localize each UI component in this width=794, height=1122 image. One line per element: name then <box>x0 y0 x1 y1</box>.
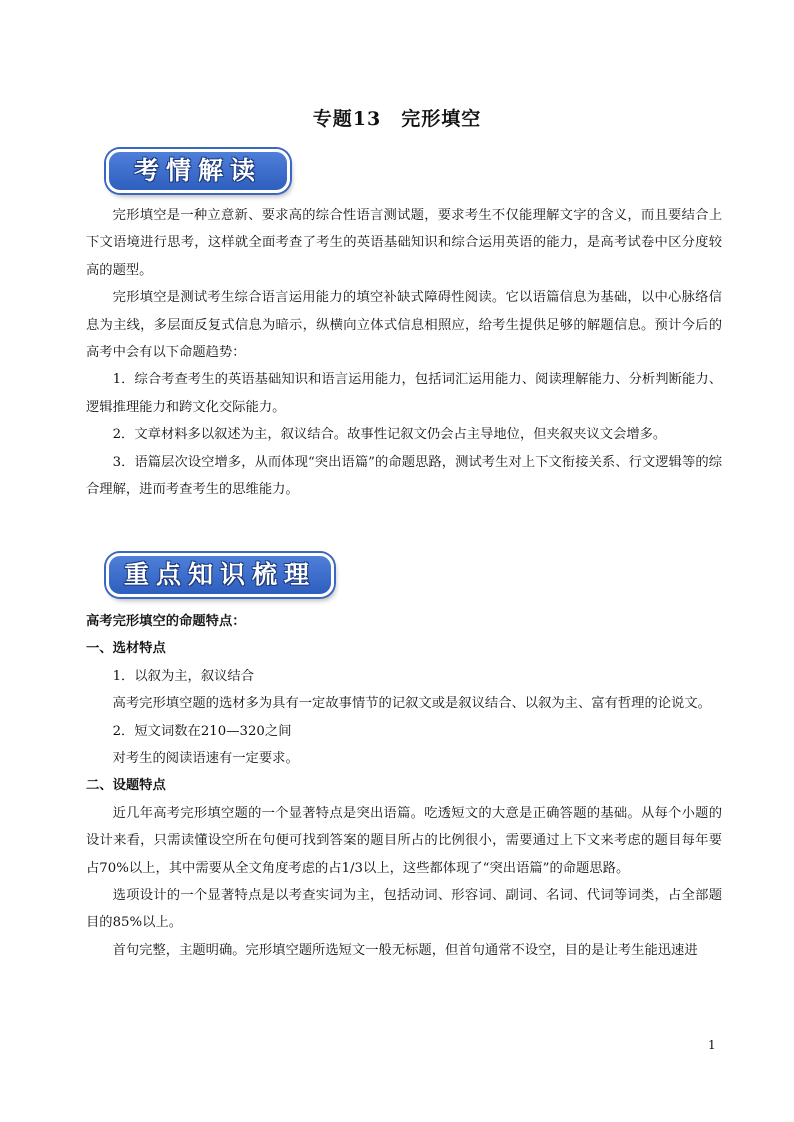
subsection-heading: 二、设题特点 <box>86 778 166 794</box>
list-item: 1．以叙为主，叙议结合 <box>112 668 255 684</box>
section-banner-key-knowledge: 重点知识梳理 <box>106 553 334 597</box>
paragraph: 1．综合考查考生的英语基础知识和语言运用能力，包括词汇运用能力、阅读理解能力、分析判断能力、逻辑推理能力和跨文化交际能力。 <box>86 372 722 415</box>
paragraph: 高考完形填空题的选材多为具有一定故事情节的记叙文或是叙议结合、以叙为主、富有哲理的论说文。 <box>112 696 711 712</box>
list-item: 2．短文词数在210—320之间 <box>112 723 292 739</box>
key-knowledge-section <box>86 608 722 964</box>
page-title: 专题13 完形填空 <box>312 108 482 130</box>
section-heading: 高考完形填空的命题特点： <box>86 614 246 629</box>
exam-analysis-section <box>86 202 722 503</box>
paragraph: 3．语篇层次设空增多，从而体现“突出语篇”的命题思路，测试考生对上下文衔接关系、行文逻辑等的综合理解，进而考查考生的思维能力。 <box>86 454 722 498</box>
paragraph: 完形填空是一种立意新、要求高的综合性语言测试题，要求考生不仅能理解文字的含义，而且要结合上下文语境进行思考，这样就全面考查了考生的英语基础知识和综合运用英语的能力，是高考试卷中区分度较高的题型。 <box>86 208 722 278</box>
paragraph: 选项设计的一个显著特点是以考查实词为主，包括动词、形容词、副词、名词、代词等词类，占全部题目的85%以上。 <box>86 888 722 931</box>
page-number: 1 <box>708 1038 716 1052</box>
paragraph: 首句完整，主题明确。完形填空题所选短文一般无标题，但首句通常不设空，目的是让考生能迅速进 <box>112 942 698 958</box>
paragraph: 对考生的阅读语速有一定要求。 <box>112 751 299 767</box>
subsection-heading: 一、选材特点 <box>86 641 166 657</box>
section-banner-exam-analysis: 考情解读 <box>106 149 290 193</box>
paragraph: 完形填空是测试考生综合语言运用能力的填空补缺式障碍性阅读。它以语篇信息为基础，以中心脉络信息为主线，多层面反复式信息为暗示，纵横向立体式信息相照应，给考生提供足够的解题信息。预计今后的高考中会有以下命题趋势： <box>86 290 722 361</box>
paragraph: 近几年高考完形填空题的一个显著特点是突出语篇。吃透短文的大意是正确答题的基础。从每个小题的设计来看，只需读懂设空所在句便可找到答案的题目所占的比例很小，需要通过上下文来考虑的题目每年要占70%以上，其中需要从全文角度考虑的占1/3以上，这些都体现了“突出语篇”的命题思路。 <box>86 805 722 876</box>
paragraph: 2．文章材料多以叙述为主，叙议结合。故事性记叙文仍会占主导地位，但夹叙夹议文会增多。 <box>112 427 667 443</box>
